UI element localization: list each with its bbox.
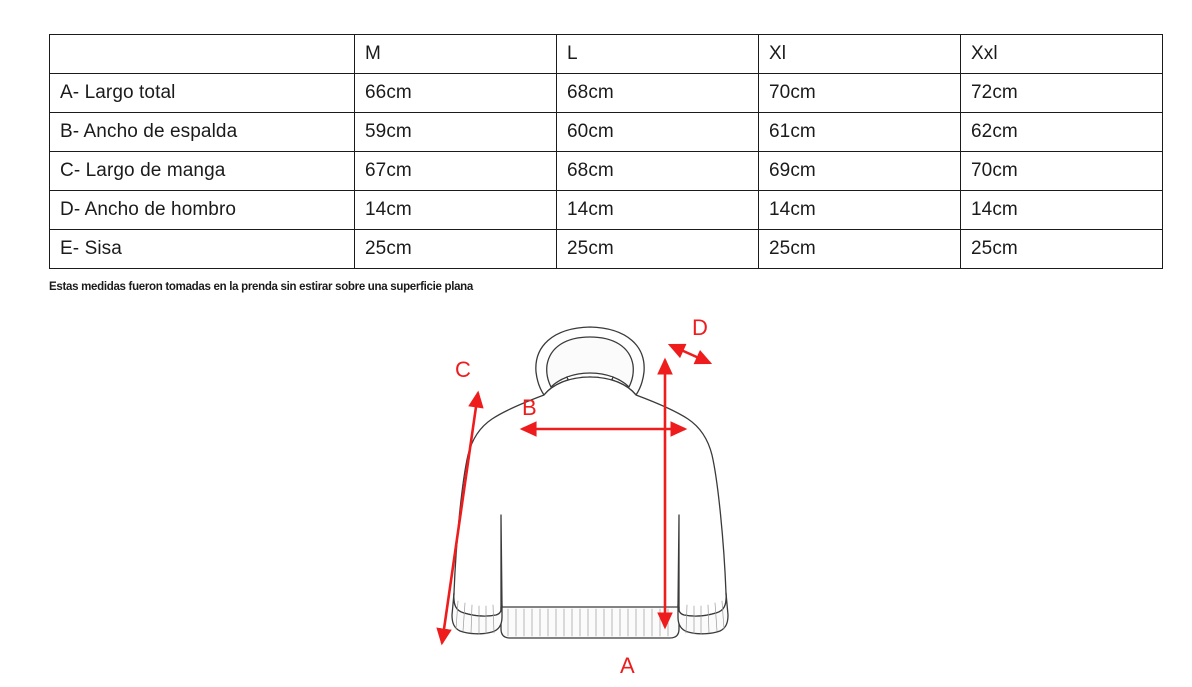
table-row (50, 230, 1163, 269)
cell-xl: 25cm (759, 230, 961, 269)
label-a: A (620, 653, 635, 678)
row-label: B- Ancho de espalda (50, 113, 355, 152)
cell-xxl: 70cm (961, 152, 1163, 191)
table-header-cell-l: L (557, 35, 759, 74)
cell-l: 14cm (557, 191, 759, 230)
table-header-cell-measure (50, 35, 355, 74)
table-row (50, 191, 1163, 230)
table-header-cell-xxl: Xxl (961, 35, 1163, 74)
cell-m: 25cm (355, 230, 557, 269)
table-row (50, 113, 1163, 152)
size-chart-table-wrapper (49, 34, 1162, 269)
table-header-cell-m: M (355, 35, 557, 74)
cell-m: 14cm (355, 191, 557, 230)
cell-xl: 70cm (759, 74, 961, 113)
cell-xl: 61cm (759, 113, 961, 152)
cell-l: 68cm (557, 74, 759, 113)
cell-xxl: 72cm (961, 74, 1163, 113)
measurement-note: Estas medidas fueron tomadas en la prenda sin estirar sobre una superficie plana (49, 281, 474, 293)
row-label: A- Largo total (50, 74, 355, 113)
cell-xxl: 14cm (961, 191, 1163, 230)
table-header-cell-xl: Xl (759, 35, 961, 74)
cell-m: 59cm (355, 113, 557, 152)
arrow-d-shoulder-width (670, 345, 710, 363)
cell-xxl: 25cm (961, 230, 1163, 269)
label-d: D (692, 315, 708, 340)
table-header-row (50, 35, 1163, 74)
size-chart-table (49, 34, 1163, 269)
cell-xl: 69cm (759, 152, 961, 191)
label-b: B (522, 395, 537, 420)
row-label: C- Largo de manga (50, 152, 355, 191)
cell-l: 25cm (557, 230, 759, 269)
cell-xxl: 62cm (961, 113, 1163, 152)
cell-xl: 14cm (759, 191, 961, 230)
row-label: D- Ancho de hombro (50, 191, 355, 230)
table-row (50, 74, 1163, 113)
cell-l: 60cm (557, 113, 759, 152)
hoodie-illustration (452, 327, 728, 638)
cell-m: 67cm (355, 152, 557, 191)
cell-l: 68cm (557, 152, 759, 191)
cell-m: 66cm (355, 74, 557, 113)
label-c: C (455, 357, 471, 382)
row-label: E- Sisa (50, 230, 355, 269)
hoodie-measurement-diagram (400, 305, 780, 680)
table-row (50, 152, 1163, 191)
